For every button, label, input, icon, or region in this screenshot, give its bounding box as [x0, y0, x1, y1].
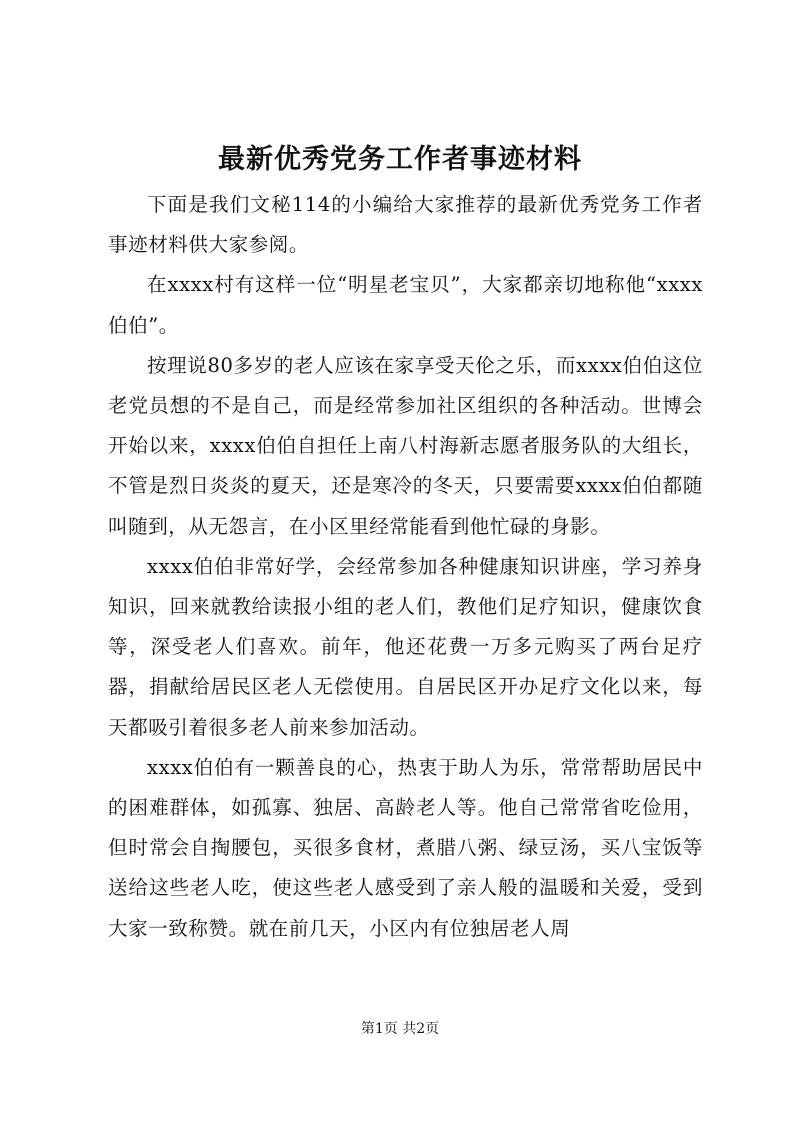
- paragraph-village: 在xxxx村有这样一位“明星老宝贝”，大家都亲切地称他“xxxx伯伯”。: [108, 273, 703, 337]
- paragraph-kindness: xxxx伯伯有一颗善良的心，热衷于助人为乐，常常帮助居民中的困难群体，如孤寡、独居、高龄老人等。他自己常常省吃俭用，但时常会自掏腰包，买很多食材，煮腊八粥、绿豆汤，买八宝饭等送给这些老人吃，使这些老人感受到了亲人般的温暖和关爱，受到大家一致称赞。就在前几天，小区内有位独居老人周: [108, 755, 703, 940]
- document-body: [108, 185, 703, 949]
- document-title: 最新优秀党务工作者事迹材料: [218, 144, 582, 175]
- paragraph-intro: 下面是我们文秘114的小编给大家推荐的最新优秀党务工作者事迹材料供大家参阅。: [108, 193, 703, 257]
- paragraph-learning: xxxx伯伯非常好学，会经常参加各种健康知识讲座，学习养身知识，回来就教给读报小组的老人们，教他们足疗知识，健康饮食等，深受老人们喜欢。前年，他还花费一万多元购买了两台足疗器，捐献给居民区老人无偿使用。自居民区开办足疗文化以来，每天都吸引着很多老人前来参加活动。: [108, 554, 703, 739]
- page-footer: 第1页 共2页: [360, 1021, 440, 1037]
- paragraph-volunteer: 按理说80多岁的老人应该在家享受天伦之乐，而xxxx伯伯这位老党员想的不是自己，而是经常参加社区组织的各种活动。世博会开始以来，xxxx伯伯自担任上南八村海新志愿者服务队的大组长，不管是烈日炎炎的夏天，还是寒冷的冬天，只要需要xxxx伯伯都随叫随到，从无怨言，在小区里经常能看到他忙碌的身影。: [108, 353, 703, 538]
